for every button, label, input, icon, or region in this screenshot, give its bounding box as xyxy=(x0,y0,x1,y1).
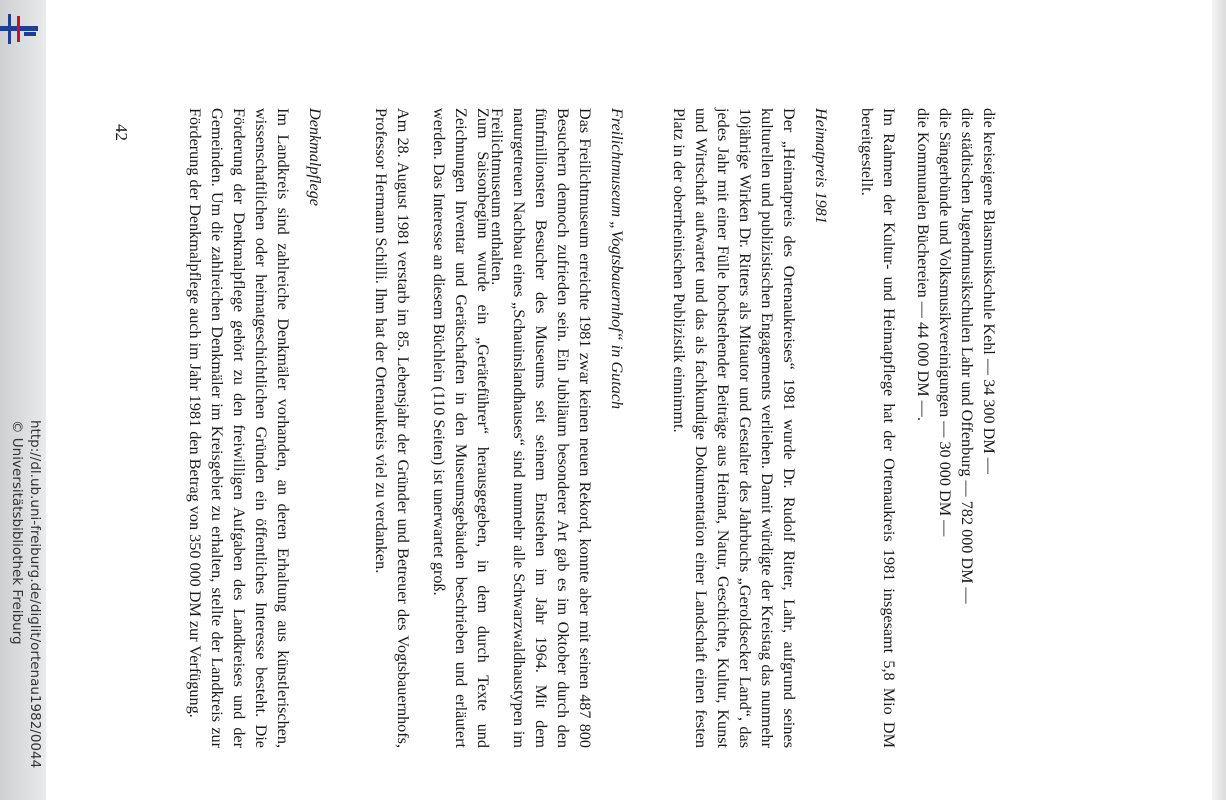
source-url[interactable]: http://dl.ub.uni-freiburg.de/diglit/ortenau1982/0044 xyxy=(27,420,43,769)
intro-line-4: die Kommunalen Büchereien — 44 000 DM —. xyxy=(914,108,932,421)
page-number: 42 xyxy=(112,124,131,141)
freilicht-paragraph-1: Das Freilichtmuseum erreichte 1981 zwar keinen neuen Rekord, konnte aber mit seinen 487 800 Besuchern dennoch zufrieden sein. Ein Jubiläum besonderer Art gab es im Oktober durch den fünfmillionsten Besucher des Museums seit seinem Entstehen im Jahr 1964. Mit dem naturgetreuen Nachbau eines „Schauinslandhauses“ sind nunmehr alle Schwarzwaldhaustypen im Freilichtmuseum enthalten. xyxy=(488,108,594,748)
page-right-edge xyxy=(1212,0,1226,800)
copyright-note: © Universitätsbibliothek Freiburg xyxy=(9,420,25,645)
intro-line-1: die kreiseigene Blasmusikschule Kehl — 34 300 DM — xyxy=(980,108,998,474)
intro-line-3: die Sängerbünde und Volksmusikvereinigungen — 30 000 DM — xyxy=(936,108,954,537)
freilicht-paragraph-3: Am 28. August 1981 verstarb im 85. Lebensjahr der Gründer und Betreuer des Vogtsbauernhofs, Professor Hermann Schilli. Ihm hat der Ortenaukreis viel zu verdanken. xyxy=(372,108,412,748)
heading-denkmalpflege: Denkmalpflege xyxy=(306,108,324,206)
freilicht-paragraph-2: Zum Saisonbeginn wurde ein „Geräteführer“ herausgegeben, in dem durch Texte und Zeichnungen Inventar und Gerätschaften in den Museumsgebäuden beschrieben und erläutert werden. Das Interesse an diesem Büchlein (110 Seiten) ist unerwartet groß. xyxy=(430,108,492,748)
heading-heimatpreis: Heimatpreis 1981 xyxy=(812,108,830,224)
intro-list xyxy=(912,108,1000,748)
intro-line-2: die städtischen Jugendmusikschulen Lahr und Offenburg — 782 000 DM — xyxy=(958,108,976,604)
denkmal-paragraph: Im Landkreis sind zahlreiche Denkmäler vorhanden, an deren Erhaltung aus künstlerischen, wissenschaftlichen oder heimatgeschichtlichen Gründen ein öffentliches Interesse besteht. Die Förderung der Denkmalpflege gehört zu den freiwilligen Aufgaben des Landkreises und der Gemeinden. Um die zahlreichen Denkmäler im Kreisgebiet zu erhalten, stellte der Landkreis zur Förderung der Denkmalpflege auch im Jahr 1981 den Betrag von 350 000 DM zur Verfügung. xyxy=(186,108,292,748)
heimatpreis-paragraph: Der „Heimatpreis des Ortenaukreises“ 1981 wurde Dr. Rudolf Ritter, Lahr, aufgrund seines kulturellen und publizistischen Engagements verliehen. Damit würdigte der Kreistag das nunmehr 10jährige Wirken Dr. Ritters als Mitautor und Gestalter des Jahrbuchs „Geroldsecker Land“, das jedes Jahr mit einer Fülle hochstehender Beiträge aus Heimat, Natur, Geschichte, Kultur, Kunst und Wirtschaft aufwartet und das als fachkundige Dokumentation einer Landschaft einen festen Platz in der oberrheinischen Publizistik einnimmt. xyxy=(670,108,798,748)
heading-freilichtmuseum: Freilichtmuseum „Vogtsbauernhof“ in Gutach xyxy=(608,108,626,410)
scanned-page xyxy=(100,108,1000,788)
funding-paragraph: Im Rahmen der Kultur- und Heimatpflege hat der Ortenaukreis 1981 insgesamt 5,8 Mio DM bereitgestellt. xyxy=(858,108,898,748)
viewer-side-text xyxy=(4,0,44,800)
